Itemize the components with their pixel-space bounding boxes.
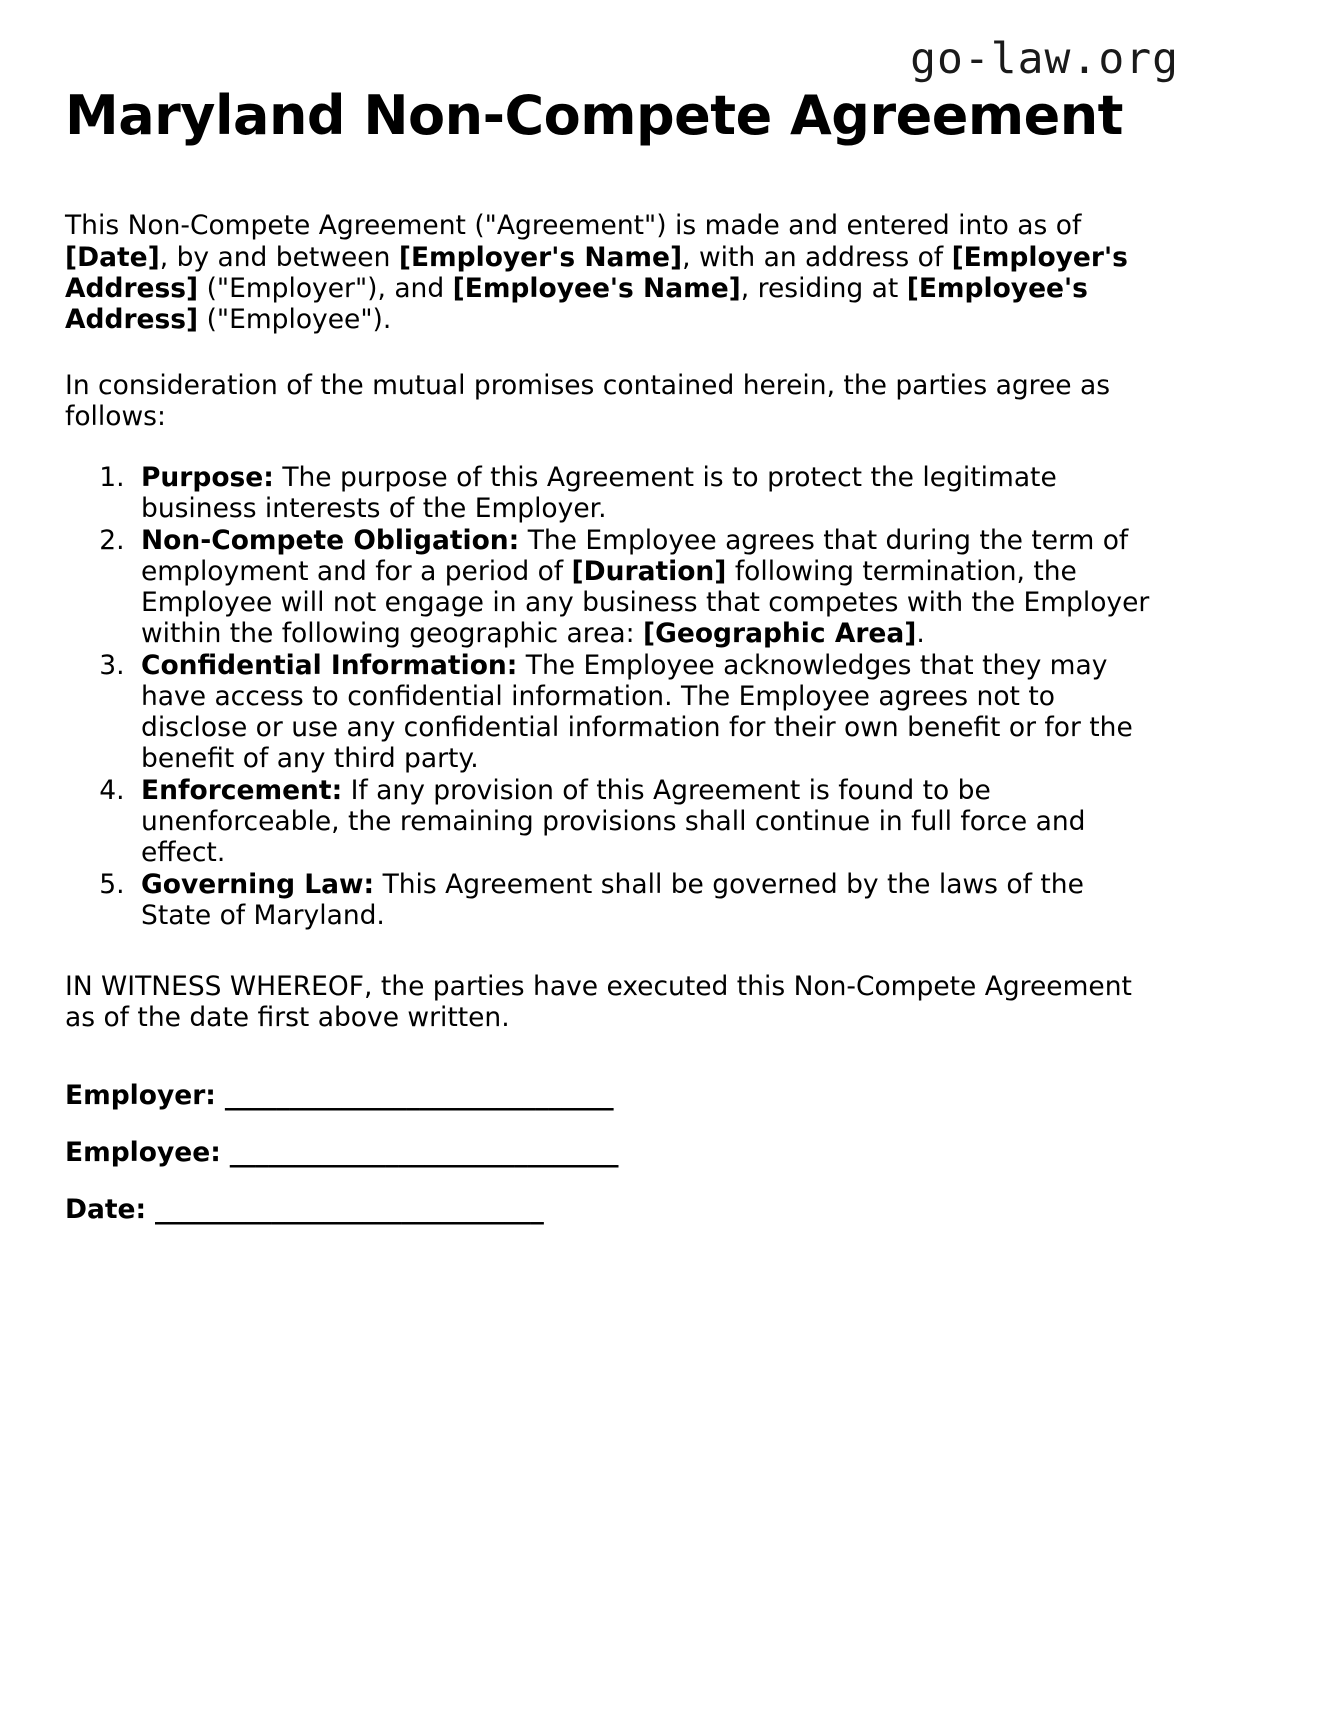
placeholder-employer-address: [Employer's Address] (65, 241, 1128, 304)
clause-text-1: If any provision of this Agreement is found to be unenforceable, the remaining provisions shall continue in full force and effect. (141, 774, 1086, 869)
signature-rule-employer[interactable]: ______________________________ (215, 1079, 614, 1111)
intro-paragraph (65, 146, 1150, 335)
clause-text-1: The Employee agrees that during the term of employment and for a period of (141, 524, 1129, 587)
list-item (133, 650, 1150, 775)
intro-text-2: , by and between (159, 241, 399, 273)
clause-heading: Confidential Information: (141, 649, 518, 681)
clause-text-1: This Agreement shall be governed by the laws of the State of Maryland. (141, 868, 1084, 931)
document-content (65, 0, 1150, 1251)
page-title: Maryland Non-Compete Agreement (65, 84, 1123, 147)
clause-heading: Governing Law: (141, 868, 375, 900)
signature-label-employer: Employer: (65, 1079, 216, 1111)
list-item (133, 869, 1150, 932)
list-item (133, 525, 1150, 650)
signature-label-employee: Employee: (65, 1136, 221, 1168)
placeholder-employer-name: [Employer's Name] (398, 241, 683, 273)
clause-list (65, 432, 1150, 931)
signature-rule-date[interactable]: ______________________________ (146, 1194, 544, 1226)
intro-text-3: , with an address of (682, 241, 952, 273)
signature-rule-employee[interactable]: ______________________________ (220, 1136, 619, 1168)
placeholder-date: [Date] (65, 241, 160, 273)
clause-text-1: The purpose of this Agreement is to protect the legitimate business interests of the Employer. (141, 462, 1057, 525)
intro-text-5: , residing at (740, 273, 907, 304)
placeholder-employee-address: [Employee's Address] (65, 273, 1088, 336)
clause-text-1: The Employee acknowledges that they may have access to confidential information. The Employee agrees not to disclose or use any confidential information for their own benefit or for the benefit of any third party. (141, 649, 1133, 775)
witness-paragraph: IN WITNESS WHEREOF, the parties have executed this Non-Compete Agreement as of the date first above written. (65, 971, 1132, 1034)
site-logo: go-law.org (910, 34, 1179, 84)
placeholder-employee-name: [Employee's Name] (452, 273, 741, 304)
clause-heading: Purpose: (141, 462, 274, 494)
consideration-paragraph: In consideration of the mutual promises contained herein, the parties agree as follows: (65, 369, 1111, 432)
intro-text-4: ("Employer"), and (198, 273, 453, 304)
list-item (133, 462, 1150, 525)
clause-text-3: . (916, 618, 925, 650)
clause-heading: Enforcement: (141, 774, 343, 806)
signature-label-date: Date: (65, 1194, 147, 1226)
intro-text-1: This Non-Compete Agreement ("Agreement") is made and entered into as of (65, 210, 1082, 242)
signature-line-employer (65, 1080, 1150, 1137)
signature-line-employee (65, 1137, 1150, 1194)
signature-line-date (65, 1194, 1150, 1251)
signature-block (65, 1034, 1150, 1252)
clause-text-2: following termination, the Employee will not engage in any business that competes with the Employer within the following geographic area: (141, 555, 1150, 650)
clause-heading: Non-Compete Obligation: (141, 524, 520, 556)
placeholder-geographic-area: [Geographic Area] (643, 618, 917, 650)
intro-text-6: ("Employee"). (198, 304, 392, 336)
list-item (133, 775, 1150, 869)
placeholder-duration: [Duration] (571, 555, 727, 587)
